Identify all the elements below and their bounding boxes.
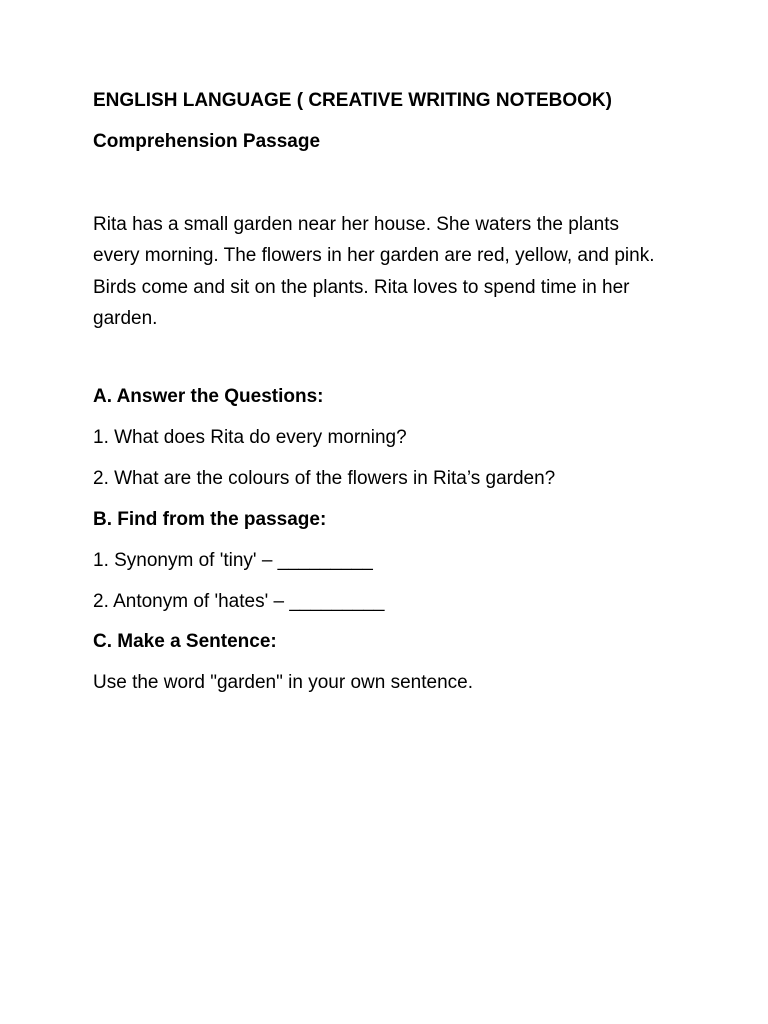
question-a1: 1. What does Rita do every morning? <box>93 427 407 448</box>
comprehension-passage: Rita has a small garden near her house. She waters the plants every morning. The flowers in her garden are red, yellow, and pink. Birds come and sit on the plants. Rita loves to spend time in her garden. <box>93 214 655 329</box>
page-title: ENGLISH LANGUAGE ( CREATIVE WRITING NOTEBOOK) <box>93 90 612 111</box>
question-a2: 2. What are the colours of the flowers in Rita’s garden? <box>93 468 556 489</box>
passage-heading: Comprehension Passage <box>93 131 321 152</box>
question-b1: 1. Synonym of 'tiny' – _________ <box>93 550 373 571</box>
section-b-heading: B. Find from the passage: <box>93 509 327 530</box>
question-c1: Use the word "garden" in your own sentence. <box>93 672 473 693</box>
question-b2: 2. Antonym of 'hates' – _________ <box>93 591 385 612</box>
section-c-heading: C. Make a Sentence: <box>93 631 277 652</box>
section-a-heading: A. Answer the Questions: <box>93 386 324 407</box>
